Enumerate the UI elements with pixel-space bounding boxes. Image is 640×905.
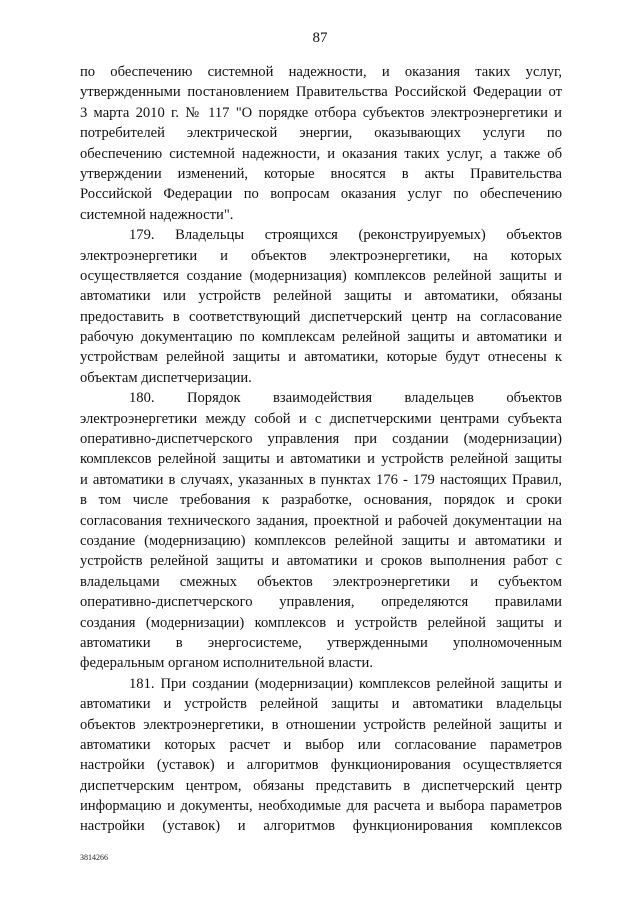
text-line: настройки (уставок) и алгоритмов функционирования комплексов [80, 818, 562, 835]
text-line: Российской Федерации по вопросам оказания услуг по обеспечению [80, 186, 562, 203]
text-line: автоматики которых расчет и выбор или согласование параметров [80, 736, 562, 753]
text-line: электроэнергетики между собой и с диспетчерскими центрами субъекта [80, 410, 562, 427]
text-line: создание (модернизацию) комплексов релейной защиты и автоматики и [80, 532, 562, 549]
text-line: владельцами смежных объектов электроэнергетики и субъектом [80, 573, 562, 590]
text-line: 3 марта 2010 г. № 117 "О порядке отбора субъектов электроэнергетики и [80, 104, 562, 121]
text-line: автоматики в энергосистеме, утвержденными уполномоченным [80, 634, 562, 651]
text-line: объектам диспетчеризации. [80, 369, 252, 386]
text-line: утверждении изменений, которые вносятся в акты Правительства [80, 165, 562, 182]
text-line: в том числе требования к разработке, основания, порядок и сроки [80, 492, 562, 509]
text-line: автоматики и устройств релейной защиты и автоматики владельцы [80, 696, 562, 713]
text-line: и автоматики в случаях, указанных в пунктах 176 - 179 настоящих Правил, [80, 471, 562, 488]
page-number: 87 [312, 30, 328, 46]
text-line: устройств релейной защиты и автоматики и сроков выполнения работ с [80, 553, 562, 570]
text-line: диспетчерским центром, обязаны представить в диспетчерский центр [80, 777, 562, 794]
text-line: согласования технического задания, проектной и рабочей документации на [80, 512, 562, 529]
text-line: оперативно-диспетчерского управления при создании (модернизации) [80, 431, 562, 448]
text-line: оперативно-диспетчерского управления, определяются правилами [80, 594, 562, 611]
text-line: автоматики или устройств релейной защиты и автоматики, обязаны [80, 288, 562, 305]
text-line: утвержденными постановлением Правительства Российской Федерации от [80, 84, 562, 101]
text-line: 179. Владельцы строящихся (реконструируемых) объектов [129, 227, 562, 244]
text-line: устройствам релейной защиты и автоматики, которые будут отнесены к [80, 349, 562, 366]
text-line: объектов электроэнергетики, в отношении устройств релейной защиты и [80, 716, 562, 733]
text-line: 180. Порядок взаимодействия владельцев объектов [129, 390, 562, 407]
text-line: федеральным органом исполнительной власти. [80, 655, 373, 672]
text-line: комплексов релейной защиты и автоматики и устройств релейной защиты [80, 451, 562, 468]
document-body [80, 62, 562, 837]
text-line: предоставить в соответствующий диспетчерский центр на согласование [80, 308, 562, 325]
text-line: настройки (уставок) и алгоритмов функционирования осуществляется [80, 757, 562, 774]
text-line: электроэнергетики и объектов электроэнергетики, на которых [80, 247, 562, 264]
text-line: по обеспечению системной надежности, и оказания таких услуг, [80, 64, 562, 80]
text-line: потребителей электрической энергии, оказывающих услуги по [80, 125, 562, 142]
text-line: осуществляется создание (модернизация) комплексов релейной защиты и [80, 267, 562, 284]
text-line: рабочую документацию по комплексам релейной защиты и автоматики и [80, 329, 562, 346]
text-line: системной надежности". [80, 206, 234, 223]
document-code: 3814266 [80, 853, 108, 862]
text-line: информацию и документы, необходимые для расчета и выбора параметров [80, 798, 562, 815]
text-line: 181. При создании (модернизации) комплексов релейной защиты и [129, 675, 562, 692]
text-line: создания (модернизации) комплексов и устройств релейной защиты и [80, 614, 562, 631]
text-line: обеспечению системной надежности, и оказания таких услуг, а также об [80, 145, 562, 162]
